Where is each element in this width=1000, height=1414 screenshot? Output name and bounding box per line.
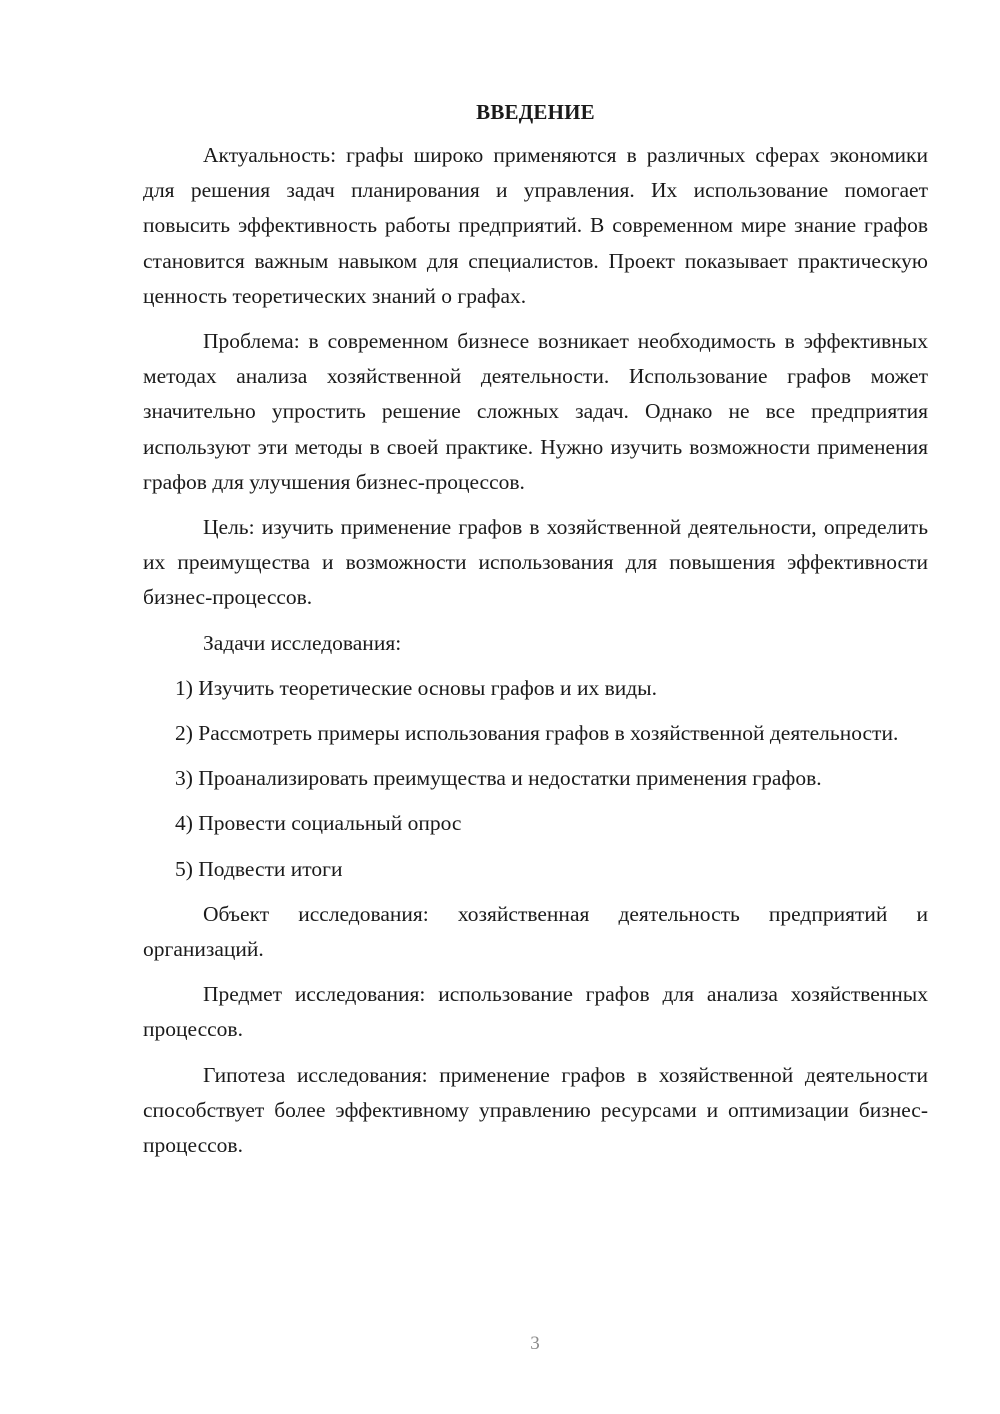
list-item: 2) Рассмотреть примеры использования графов в хозяйственной деятельности. [175, 721, 899, 746]
list-item: 5) Подвести итоги [175, 856, 343, 881]
tasks-heading: Задачи исследования: [203, 630, 402, 655]
list-item: 1) Изучить теоретические основы графов и их виды. [175, 675, 657, 700]
list-item: 3) Проанализировать преимущества и недостатки применения графов. [175, 766, 822, 791]
paragraph-subject: Предмет исследования: использование графов для анализа хозяйственных процессов. [143, 982, 928, 1042]
paragraph-goal: Цель: изучить применение графов в хозяйственной деятельности, определить их преимущества и возможности использования для повышения эффективности бизнес-процессов. [143, 515, 928, 610]
paragraph-object: Объект исследования: хозяйственная деятельность предприятий и организаций. [143, 901, 928, 962]
page-number: 3 [530, 1333, 540, 1354]
paragraph-relevance: Актуальность: графы широко применяются в различных сферах экономики для решения задач планирования и управления. Их использование помогает повысить эффективность работы предприятий. В современном мире знание графов становится важным навыком для специалистов. Проект показывает практическую ценность теоретических знаний о графах. [143, 143, 928, 308]
list-item: 4) Провести социальный опрос [175, 811, 462, 836]
document-page [143, 96, 928, 1163]
page-title: ВВЕДЕНИЕ [476, 100, 595, 124]
paragraph-problem: Проблема: в современном бизнесе возникает необходимость в эффективных методах анализа хозяйственной деятельности. Использование графов может значительно упростить решение сложных задач. Однако не все предприятия используют эти методы в своей практике. Нужно изучить возможности применения графов для улучшения бизнес-процессов. [143, 329, 928, 494]
paragraph-hypothesis: Гипотеза исследования: применение графов в хозяйственной деятельности способствует более эффективному управлению ресурсами и оптимизации бизнес-процессов. [143, 1062, 928, 1158]
